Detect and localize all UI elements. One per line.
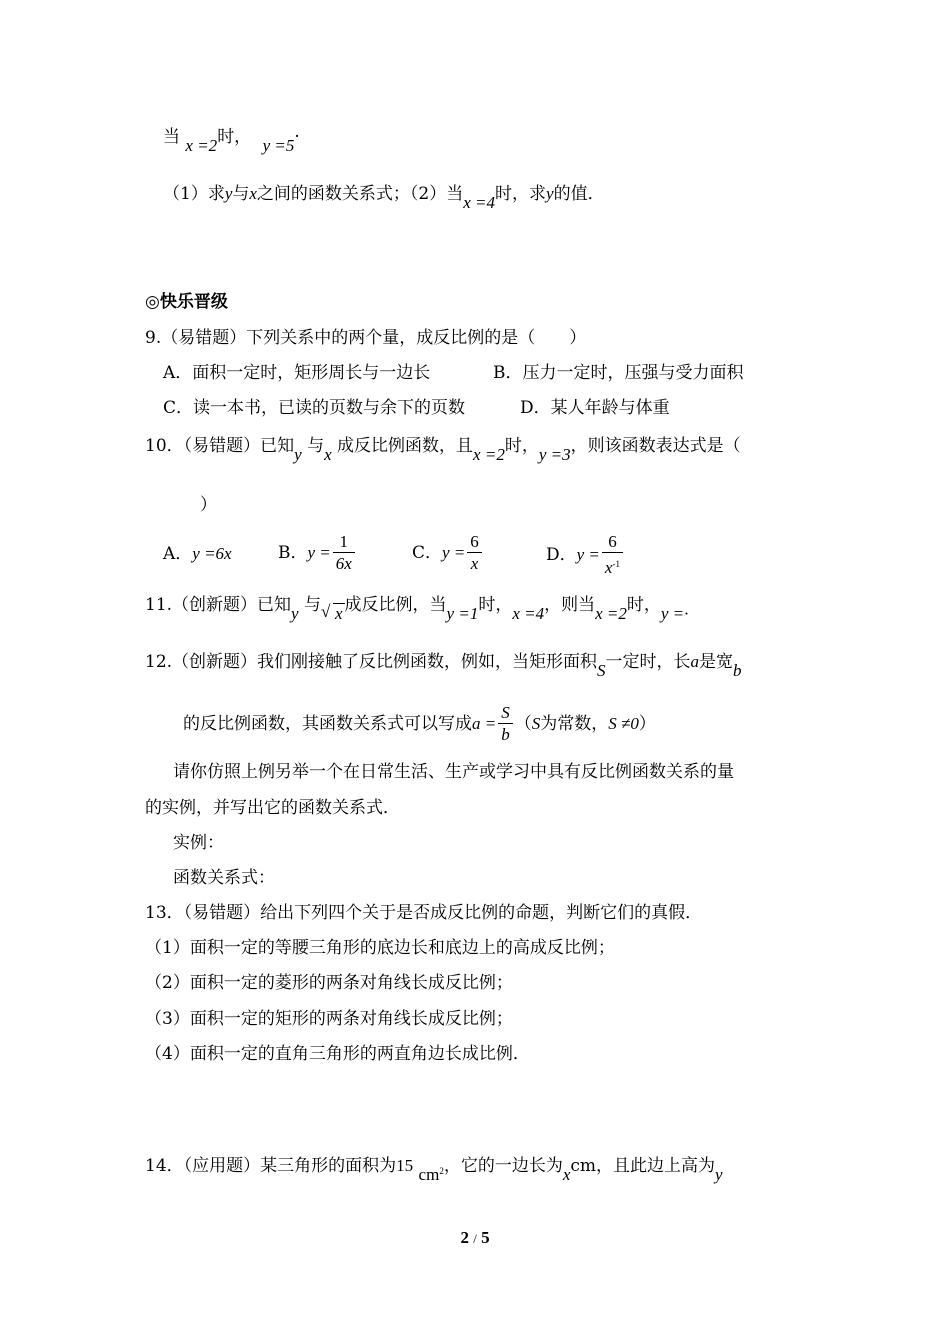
q14-stem <box>145 1150 723 1184</box>
math-y: y <box>715 1165 723 1184</box>
text: B． <box>278 543 308 563</box>
math-lhs: y = <box>442 543 466 562</box>
text: 与 <box>304 595 321 615</box>
q10-option-c <box>412 532 484 575</box>
text: 是宽 <box>699 652 734 672</box>
numerator: S <box>498 703 513 724</box>
denominator: 6x <box>335 554 352 573</box>
q13-item-1: （1）面积一定的等腰三角形的底边长和底边上的高成反比例； <box>145 938 615 958</box>
denominator <box>602 553 623 579</box>
number: 15 <box>396 1156 414 1175</box>
math-y-eq-3: y =3 <box>538 445 571 464</box>
denominator: b <box>501 725 510 744</box>
math-y-eq-1: y =1 <box>446 604 479 623</box>
text: 之间的函数关系式；（2）当 <box>256 184 464 204</box>
q13-item-3: （3）面积一定的矩形的两条对角线长成反比例； <box>145 1009 513 1029</box>
math-x-eq-2: x =2 <box>185 136 218 155</box>
math-b: b <box>733 661 742 680</box>
math-S: S <box>597 661 606 680</box>
text: ） <box>638 714 656 734</box>
exponent: 2 <box>439 1166 444 1176</box>
current-page: 2 <box>460 1228 469 1247</box>
math-x-eq-4: x =4 <box>512 604 545 623</box>
math-x-eq-2: x =2 <box>595 604 627 623</box>
separator: / <box>473 1231 477 1246</box>
q12-line-4: 的实例，并写出它的函数关系式． <box>145 798 400 818</box>
denominator: x <box>470 554 479 573</box>
math-y: y <box>291 604 299 623</box>
text: 的值． <box>553 184 605 204</box>
q10-option-b <box>278 532 357 575</box>
total-pages: 5 <box>481 1228 490 1247</box>
text: 一定时，长 <box>605 652 691 672</box>
math-y: y <box>224 184 233 203</box>
q11-stem <box>145 593 689 623</box>
section-title: ◎快乐晋级 <box>145 292 228 312</box>
text: 与 <box>232 184 250 204</box>
math-y-eq-5: y =5 <box>262 136 295 155</box>
text: 成反比例函数，且 <box>337 436 474 456</box>
text: 14．（应用题）某三角形的面积为 <box>145 1156 397 1176</box>
fraction <box>498 703 513 746</box>
text: 10．（易错题）已知 <box>145 436 295 456</box>
q10-option-a <box>163 542 232 566</box>
math-lhs: y = <box>307 543 331 562</box>
math-x: x <box>324 445 332 464</box>
math-x: x <box>335 604 343 623</box>
q13-stem: 13．（易错题）给出下列四个关于是否成反比例的命题，判断它们的真假． <box>145 903 703 923</box>
q9-option-c: C．读一本书，已读的页数与余下的页数 <box>163 398 466 418</box>
math-expr: y =6x <box>192 544 232 563</box>
math-S: S <box>531 714 541 733</box>
math-S-neq-0: S ≠0 <box>608 714 639 733</box>
fraction <box>333 532 355 575</box>
q9-stem: 9.（易错题）下列关系中的两个量，成反比例的是（ ） <box>145 328 587 348</box>
page-number <box>0 1228 950 1248</box>
text: x <box>604 558 613 577</box>
fraction <box>467 532 482 575</box>
text: 时， <box>626 595 661 615</box>
sqrt-x: √ x <box>321 602 343 623</box>
text: ，它的一边长为 <box>443 1156 563 1176</box>
q9-option-a: A．面积一定时，矩形周长与一边长 <box>163 363 431 383</box>
text: 时， <box>478 595 513 615</box>
math-y: y <box>294 445 302 464</box>
text: （ <box>514 714 532 734</box>
prev-line-2 <box>163 182 605 212</box>
math-y: y <box>546 184 554 203</box>
text: 12.（创新题）我们刚接触了反比例函数，例如，当矩形面积 <box>145 652 598 672</box>
math-x: x <box>249 184 257 203</box>
q12-example-label: 实例： <box>173 833 224 853</box>
text: · <box>294 127 300 147</box>
prev-line-1 <box>163 125 300 155</box>
q12-formula-label: 函数关系式： <box>173 868 275 888</box>
q12-line-2 <box>183 703 656 746</box>
numerator: 1 <box>333 532 355 553</box>
math-y-blank: y =· <box>660 604 689 623</box>
text: 的反比例函数，其函数关系式可以写成 <box>183 714 472 734</box>
text: cm，且此边上高为 <box>570 1156 716 1176</box>
math-x-eq-4: x =4 <box>463 193 496 212</box>
numerator: 6 <box>602 532 623 553</box>
q10-option-d <box>546 532 625 579</box>
q12-stem <box>145 650 742 680</box>
math-x: x <box>562 1165 571 1184</box>
text: C． <box>412 543 443 563</box>
text: 成反比例，当 <box>344 595 447 615</box>
math-a: a <box>690 652 700 671</box>
text: 时， <box>504 436 539 456</box>
text: 为常数， <box>540 714 609 734</box>
text: D． <box>546 545 577 565</box>
unit-cm2 <box>419 1165 444 1184</box>
q13-item-4: （4）面积一定的直角三角形的两直角边长成比例． <box>145 1044 530 1064</box>
text: A． <box>163 544 193 564</box>
q9-option-d: D．某人年龄与体重 <box>520 398 670 418</box>
text: 与 <box>307 436 325 456</box>
text: 11.（创新题）已知 <box>145 595 292 615</box>
exponent: -1 <box>612 559 620 569</box>
math-x-eq-2: x =2 <box>473 445 505 464</box>
fraction <box>602 532 623 579</box>
q10-stem <box>145 434 741 464</box>
numerator: 6 <box>467 532 482 553</box>
text: ，则该函数表达式是（ <box>570 436 741 456</box>
text: 时， <box>217 127 252 147</box>
q10-stem-cont: ） <box>200 495 217 515</box>
text: cm <box>418 1165 440 1184</box>
text: 时，求 <box>495 184 547 204</box>
q12-line-3: 请你仿照上例另举一个在日常生活、生产或学习中具有反比例函数关系的量 <box>173 762 734 782</box>
text: 当 <box>163 127 180 147</box>
math-lhs: y = <box>576 545 600 564</box>
q13-item-2: （2）面积一定的菱形的两条对角线长成反比例； <box>145 973 513 993</box>
text: （1）求 <box>163 184 225 204</box>
math-lhs: a = <box>472 714 497 733</box>
q9-option-b: B．压力一定时，压强与受力面积 <box>493 363 744 383</box>
text: ，则当 <box>544 595 596 615</box>
